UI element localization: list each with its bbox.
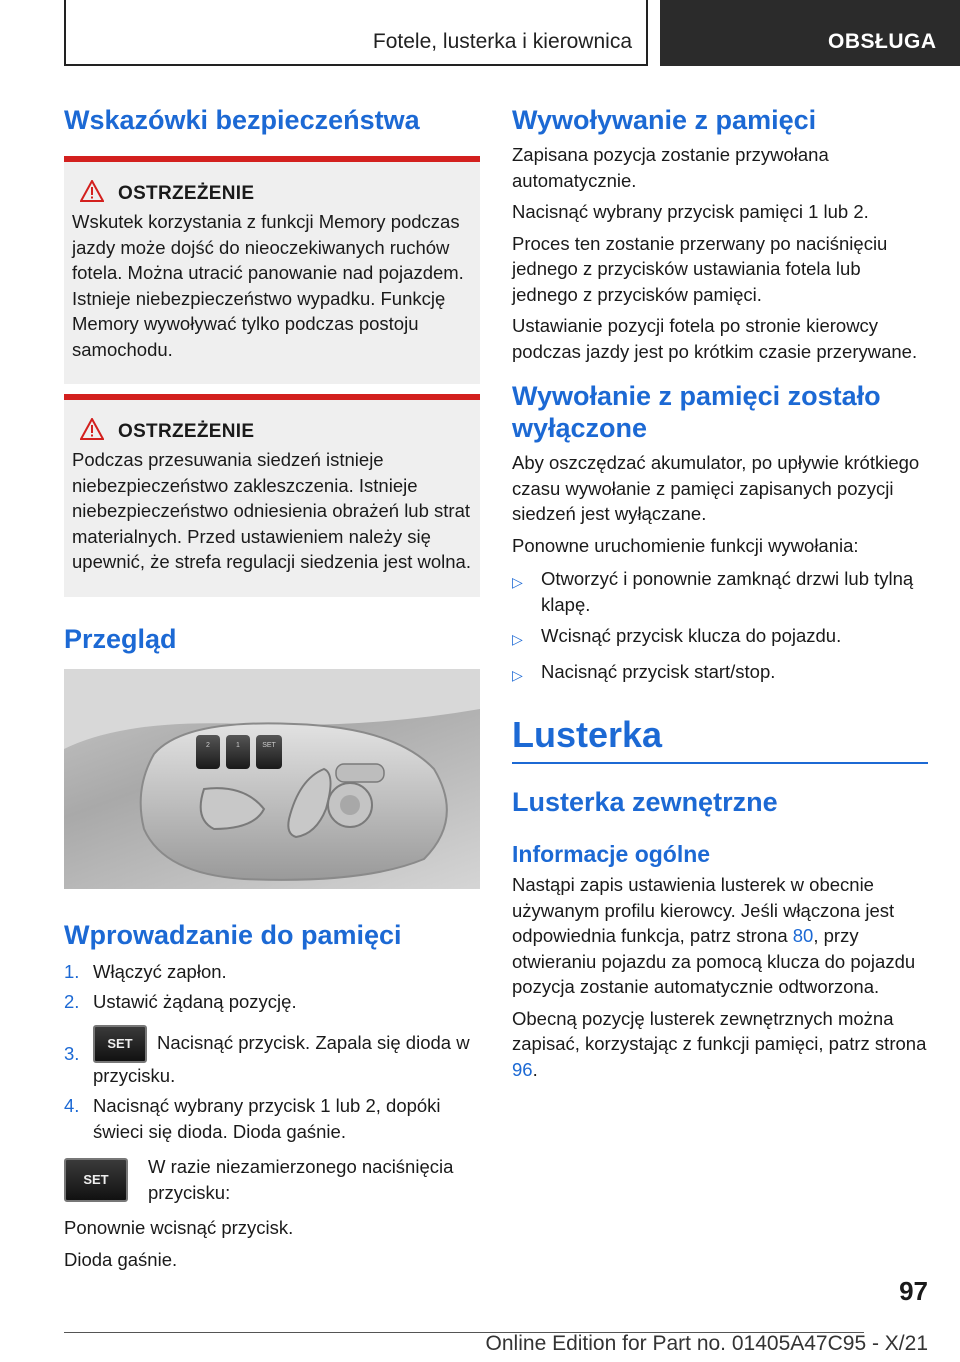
page-header [64, 0, 960, 66]
warning-box-2 [64, 394, 480, 597]
ext-mirrors-heading: Lusterka zewnętrzne [512, 787, 778, 817]
warning-triangle-icon [80, 180, 116, 207]
general-info-heading: Informacje ogólne [512, 841, 711, 867]
paragraph: Nacisnąć wybrany przycisk pamięci 1 lub 2. [512, 201, 869, 222]
photo-button-label: 1 [236, 741, 240, 749]
reactivate-list [512, 566, 928, 688]
bullet-triangle-icon: ▷ [512, 666, 523, 683]
paragraph: Nastąpi zapis ustawienia lusterek w obecnie używanym profilu kierowcy. Jeśli włączona jest odpowiednia funkcja, patrz strona 80, przy otwieraniu pojazdu za pomocą klucza do pojazdu pozycja zostanie automatycznie odtworzona. [512, 874, 916, 997]
led-off-text: Dioda gaśnie. [64, 1248, 178, 1270]
list-item: 3. SET Nacisnąć przycisk. Zapala się dioda w przycisku. [64, 1025, 480, 1089]
page-link[interactable]: 96 [512, 1058, 533, 1080]
warning-text: Wskutek korzystania z funkcji Memory podczas jazdy może dojść do nieoczekiwanych ruchów fotela. Można utracić panowanie nad pojazdem. Istnieje niebezpieczeństwo wypadku. Funkcję Memory wywoływać tylko podczas postoju samochodu. [72, 211, 464, 360]
photo-button-label: SET [262, 741, 276, 749]
paragraph: Proces ten zostanie przerwany po naciśnięciu jednego z przycisków ustawiania fotela lub jednego z przycisków pamięci. [512, 232, 888, 305]
bullet-triangle-icon: ▷ [512, 574, 523, 590]
edition-text: Online Edition for Part no. 01405A47C95 - X/21 [485, 1332, 928, 1355]
warning-triangle-icon [80, 418, 116, 445]
paragraph: Obecną pozycję lusterek zewnętrznych można zapisać, korzystając z funkcji pamięci, patrz strona 96. [512, 1007, 927, 1080]
section-divider [512, 762, 928, 764]
bullet-triangle-icon: ▷ [512, 631, 523, 647]
header-title-box [64, 0, 648, 66]
section-badge-box [660, 0, 960, 66]
mirrors-heading: Lusterka [512, 714, 663, 755]
set-button-icon: SET [93, 1025, 147, 1063]
list-item: 2. Ustawić żądaną pozycję. [64, 991, 297, 1012]
section-badge: OBSŁUGA [828, 30, 937, 53]
store-heading: Wprowadzanie do pamięci [64, 919, 402, 950]
set-button-icon: SET [64, 1158, 128, 1202]
page-link[interactable]: 80 [792, 925, 814, 946]
warning-label: OSTRZEŻENIE [118, 182, 255, 204]
seat-controls-illustration [64, 669, 480, 889]
paragraph: Ustawianie pozycji fotela po stronie kierowcy podczas jazdy jest po krótkim czasie przerywane. [512, 315, 918, 362]
disabled-heading: Wywołanie z pamięci zostało wyłączone [512, 381, 881, 443]
chapter-title: Fotele, lusterka i kierownica [372, 30, 632, 53]
seat-controls-photo [64, 669, 480, 889]
warning-text: Podczas przesuwania siedzeń istnieje niebezpieczeństwo zakleszczenia. Istnieje niebezpieczeństwo odniesienia obrażeń lub strat materialnych. Przed ustawieniem należy się upewnić, że strefa regulacji siedzenia jest wolna. [72, 449, 471, 572]
repress-text: Ponownie wcisnąć przycisk. [64, 1217, 294, 1238]
list-item: ▷ Nacisnąć przycisk start/stop. [512, 659, 928, 689]
safety-heading: Wskazówki bezpieczeństwa [64, 105, 420, 135]
photo-button-label: 2 [206, 741, 210, 749]
paragraph: Ponowne uruchomienie funkcji wywołania: [512, 534, 859, 556]
overview-heading: Przegląd [64, 623, 177, 654]
paragraph: Aby oszczędzać akumulator, po upływie krótkiego czasu wywołanie z pamięci zapisanych pozycji siedzeń jest wyłączane. [512, 452, 920, 524]
paragraph: Zapisana pozycja zostanie przywołana automatycznie. [512, 144, 829, 191]
left-column [64, 100, 480, 1272]
warning-box-1 [64, 156, 480, 384]
right-column [512, 100, 928, 1082]
list-item: 1. Włączyć zapłon. [64, 960, 227, 982]
accidental-press-note: SET W razie niezamierzonego naciśnięcia przycisku: [64, 1154, 480, 1205]
list-item: ▷ Otworzyć i ponownie zamknąć drzwi lub tylną klapę. [512, 566, 928, 617]
page-number: 97 [899, 1276, 928, 1306]
warning-label: OSTRZEŻENIE [118, 420, 255, 442]
list-item: 4. Nacisnąć wybrany przycisk 1 lub 2, dopóki świeci się dioda. Dioda gaśnie. [64, 1095, 441, 1142]
recall-heading: Wywoływanie z pamięci [512, 105, 817, 135]
list-item: ▷ Wcisnąć przycisk klucza do pojazdu. [512, 623, 928, 653]
store-steps-list [64, 959, 480, 1145]
